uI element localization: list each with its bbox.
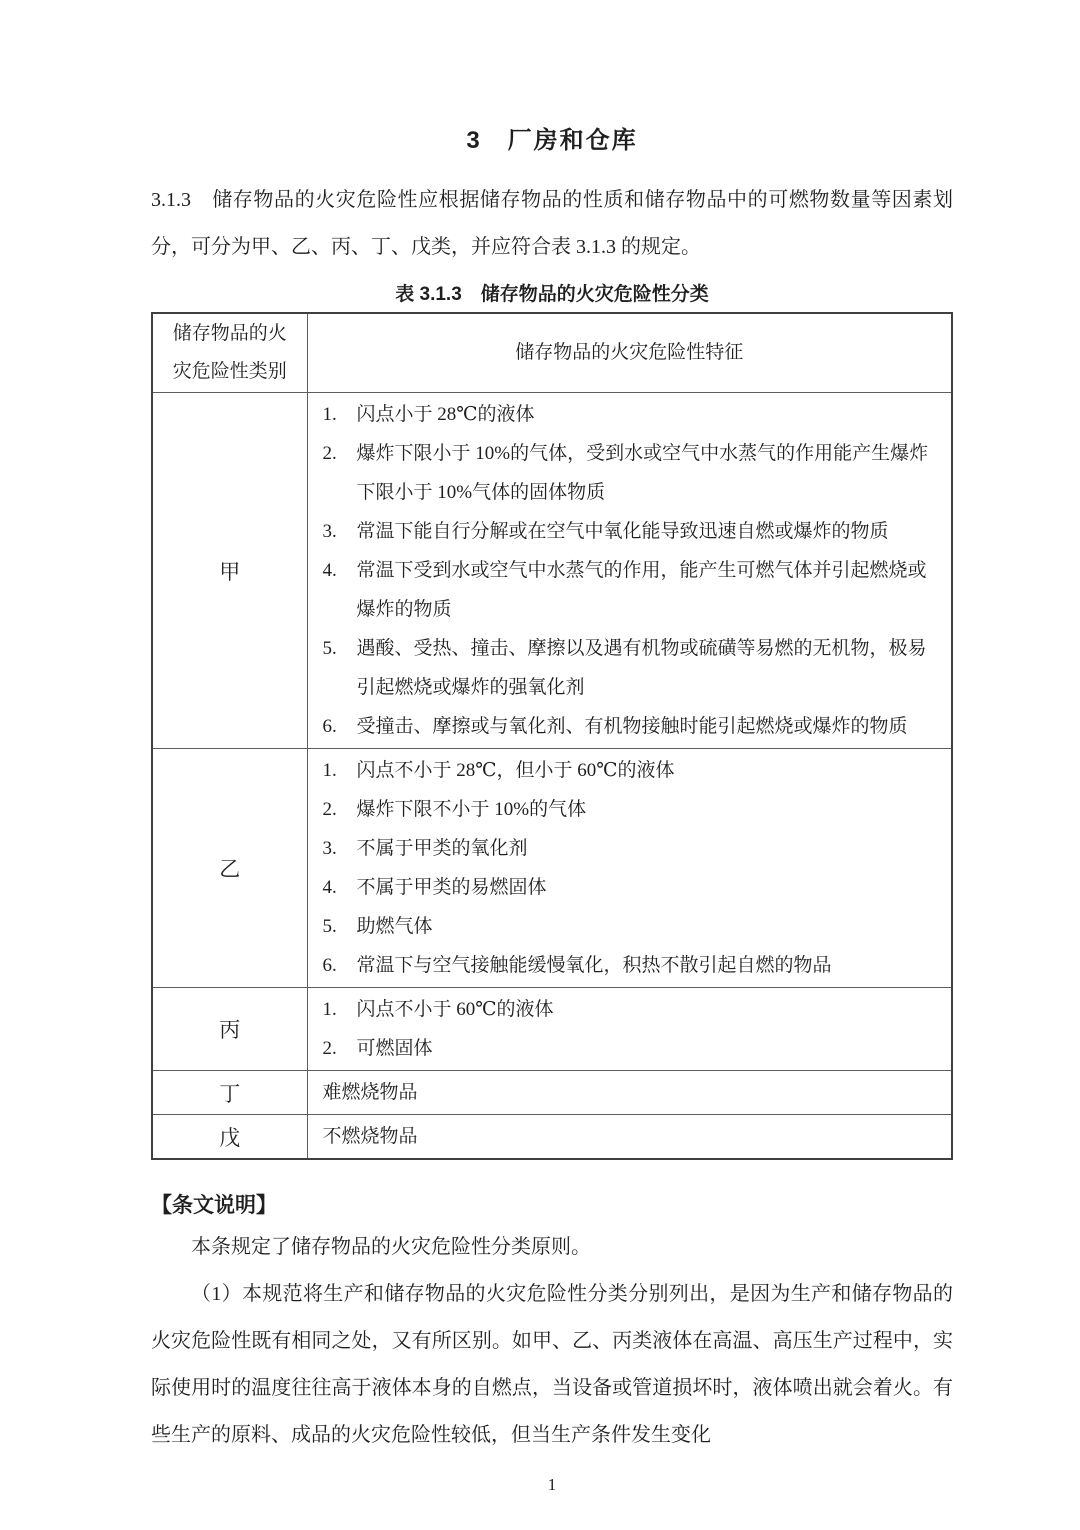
item-number: 2.: [322, 1038, 337, 1059]
features-cell: [307, 988, 952, 1071]
header-features-cell: 储存物品的火灾危险性特征: [307, 313, 952, 393]
item-text: 常温下受到水或空气中水蒸气的作用，能产生可燃气体并引起燃烧或爆炸的物质: [356, 560, 927, 620]
feature-item: [323, 907, 940, 946]
table-row: [152, 749, 952, 988]
item-number: 6.: [322, 716, 337, 737]
table-caption: 表 3.1.3 储存物品的火灾危险性分类: [395, 284, 709, 305]
feature-item: [323, 751, 940, 790]
feature-item: [323, 395, 940, 434]
item-number: 4.: [322, 560, 337, 581]
page-number: 1: [547, 1474, 557, 1494]
feature-item: [323, 707, 940, 746]
item-text: 爆炸下限小于 10%的气体，受到水或空气中水蒸气的作用能产生爆炸下限小于 10%气体的固体物质: [356, 443, 929, 503]
item-text: 不属于甲类的易燃固体: [356, 877, 547, 898]
header-category-cell: 储存物品的火灾危险性类别: [152, 313, 307, 393]
item-text: 常温下能自行分解或在空气中氧化能导致迅速自燃或爆炸的物质: [356, 521, 889, 542]
item-text: 爆炸下限不小于 10%的气体: [356, 799, 587, 820]
table-body: [152, 313, 952, 1159]
item-text: 遇酸、受热、撞击、摩擦以及遇有机物或硫磺等易燃的无机物，极易引起燃烧或爆炸的强氧化剂: [356, 638, 927, 698]
item-number: 2.: [322, 443, 337, 464]
item-number: 3.: [322, 838, 337, 859]
feature-item: [323, 946, 940, 985]
feature-item: 不燃烧物品: [322, 1126, 418, 1147]
item-number: 4.: [322, 877, 337, 898]
category-cell: 乙: [152, 749, 307, 988]
page-title: 3 厂房和仓库: [466, 127, 638, 154]
table-row: [152, 988, 952, 1071]
item-number: 2.: [322, 799, 337, 820]
item-number: 1.: [322, 760, 337, 781]
table-row: [152, 393, 952, 749]
features-cell: [307, 1071, 952, 1115]
fire-hazard-classification-table: [151, 312, 953, 1160]
feature-item: [323, 629, 940, 707]
item-text: 闪点不小于 60℃的液体: [356, 999, 554, 1020]
category-cell: 丙: [152, 988, 307, 1071]
item-text: 闪点小于 28℃的液体: [356, 404, 535, 425]
item-text: 不属于甲类的氧化剂: [356, 838, 528, 859]
category-cell: 甲: [152, 393, 307, 749]
clause-3-1-3: 3.1.3 储存物品的火灾危险性应根据储存物品的性质和储存物品中的可燃物数量等因素划分，可分为甲、乙、丙、丁、戊类，并应符合表 3.1.3 的规定。: [151, 189, 953, 258]
item-text: 助燃气体: [356, 916, 433, 937]
feature-item: [323, 868, 940, 907]
commentary-paragraph: 本条规定了储存物品的火灾危险性分类原则。: [191, 1235, 591, 1258]
feature-item: [323, 790, 940, 829]
category-cell: 丁: [152, 1071, 307, 1115]
feature-item: [323, 829, 940, 868]
feature-item: [323, 434, 940, 512]
item-number: 5.: [322, 638, 337, 659]
features-cell: [307, 1115, 952, 1160]
item-text: 闪点不小于 28℃，但小于 60℃的液体: [356, 760, 675, 781]
feature-item: [323, 1029, 940, 1068]
item-text: 常温下与空气接触能缓慢氧化，积热不散引起自燃的物品: [356, 955, 832, 976]
feature-item: [323, 990, 940, 1029]
feature-item: 难燃烧物品: [322, 1082, 418, 1103]
item-number: 5.: [322, 916, 337, 937]
item-number: 3.: [322, 521, 337, 542]
category-cell: 戊: [152, 1115, 307, 1160]
item-text: 可燃固体: [356, 1038, 433, 1059]
feature-item: [323, 512, 940, 551]
item-text: 受撞击、摩擦或与氧化剂、有机物接触时能引起燃烧或爆炸的物质: [356, 716, 908, 737]
item-number: 1.: [322, 999, 337, 1020]
features-cell: [307, 393, 952, 749]
table-row: [152, 1115, 952, 1160]
item-number: 1.: [322, 404, 337, 425]
commentary-heading: 【条文说明】: [151, 1194, 277, 1217]
commentary-paragraph: （1）本规范将生产和储存物品的火灾危险性分类分别列出，是因为生产和储存物品的火灾危险性既有相同之处，又有所区别。如甲、乙、丙类液体在高温、高压生产过程中，实际使用时的温度往往高于液体本身的自燃点，当设备或管道损坏时，液体喷出就会着火。有些生产的原料、成品的火灾危险性较低，但当生产条件发生变化: [151, 1282, 953, 1446]
feature-item: [323, 551, 940, 629]
features-cell: [307, 749, 952, 988]
item-number: 6.: [322, 955, 337, 976]
table-header-row: [152, 313, 952, 393]
table-row: [152, 1071, 952, 1115]
